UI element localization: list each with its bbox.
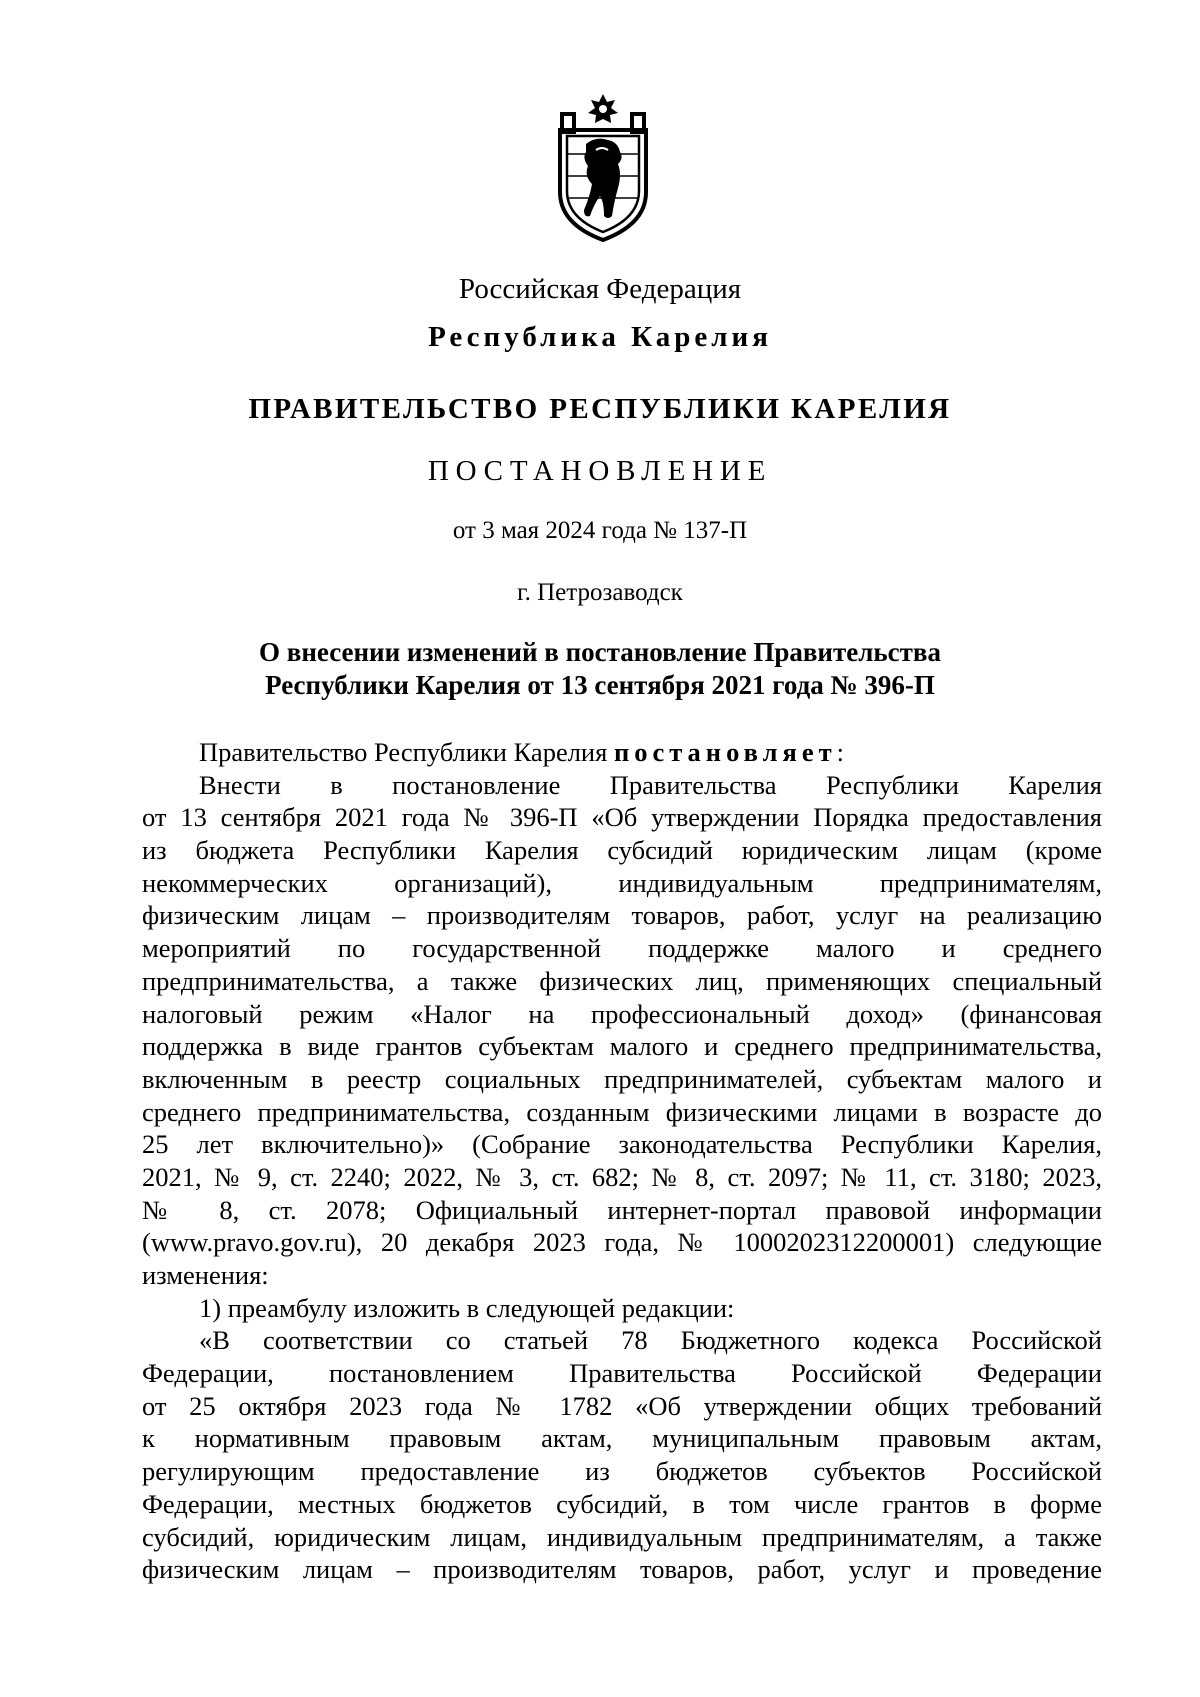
body-line: субсидий, юридическим лицам, индивидуальным предпринимателям, а также xyxy=(142,1521,1102,1552)
body-line: к нормативным правовым актам, муниципальным правовым актам, xyxy=(142,1423,1102,1454)
body-line: от 25 октября 2023 года № 1782 «Об утверждении общих требований xyxy=(142,1390,1102,1421)
intro-prefix: Правительство Республики Карелия xyxy=(199,737,614,767)
document-title xyxy=(0,636,1200,702)
body-line: физическим лицам – производителям товаров, работ, услуг и проведение xyxy=(142,1554,1102,1585)
body-line: Федерации, местных бюджетов субсидий, в том числе грантов в форме xyxy=(142,1488,1102,1519)
document-body xyxy=(142,736,1102,1586)
government-name: ПРАВИТЕЛЬСТВО РЕСПУБЛИКИ КАРЕЛИЯ xyxy=(248,393,952,425)
title-line: О внесении изменений в постановление Правительства xyxy=(259,637,941,667)
body-line: «В соответствии со статьей 78 Бюджетного кодекса Российской xyxy=(199,1325,1102,1356)
body-line: среднего предпринимательства, созданным физическими лицами в возрасте до xyxy=(142,1096,1102,1127)
body-line: физическим лицам – производителям товаров, работ, услуг на реализацию xyxy=(142,900,1102,931)
document-type: ПОСТАНОВЛЕНИЕ xyxy=(427,455,773,487)
intro-emphasis: постановляет xyxy=(613,737,837,767)
body-line: 2021, № 9, ст. 2240; 2022, № 3, ст. 682; № 8, ст. 2097; № 11, ст. 3180; 2023, xyxy=(142,1161,1102,1192)
body-line: регулирующим предоставление из бюджетов субъектов Российской xyxy=(142,1456,1102,1487)
republic-name: Республика Карелия xyxy=(428,321,772,353)
body-line: № 8, ст. 2078; Официальный интернет-портал правовой информации xyxy=(142,1194,1102,1225)
title-line: Республики Карелия от 13 сентября 2021 года № 396-П xyxy=(265,670,935,700)
coat-of-arms-icon xyxy=(552,92,654,242)
body-line: (www.pravo.gov.ru), 20 декабря 2023 года, № 1000202312200001) следующие xyxy=(142,1227,1102,1258)
body-line: предпринимательства, а также физических лиц, применяющих специальный xyxy=(142,965,1102,996)
body-line: налоговый режим «Налог на профессиональный доход» (финансовая xyxy=(142,998,1102,1029)
body-line: из бюджета Республики Карелия субсидий юридическим лицам (кроме xyxy=(142,835,1102,866)
body-line: включенным в реестр социальных предпринимателей, субъектам малого и xyxy=(142,1063,1102,1094)
body-line: Федерации, постановлением Правительства Российской Федерации xyxy=(142,1358,1102,1389)
document-city: г. Петрозаводск xyxy=(517,579,683,606)
body-line: поддержка в виде грантов субъектам малого и среднего предпринимательства, xyxy=(142,1031,1102,1062)
bear-icon xyxy=(584,139,622,218)
intro-suffix: : xyxy=(836,737,844,767)
body-line: от 13 сентября 2021 года № 396-П «Об утверждении Порядка предоставления xyxy=(142,802,1102,833)
intro-line xyxy=(142,736,1102,769)
body-line: Внести в постановление Правительства Республики Карелия xyxy=(199,769,1102,800)
body-line: некоммерческих организаций), индивидуальным предпринимателям, xyxy=(142,867,1102,898)
body-line: изменения: xyxy=(142,1260,269,1290)
body-line: 1) преамбулу изложить в следующей редакции: xyxy=(199,1292,735,1323)
country-name: Российская Федерация xyxy=(458,273,742,305)
document-date-number: от 3 мая 2024 года № 137-П xyxy=(452,517,748,544)
body-line: мероприятий по государственной поддержке малого и среднего xyxy=(142,933,1102,964)
body-line: 25 лет включительно)» (Собрание законодательства Республики Карелия, xyxy=(142,1129,1102,1160)
